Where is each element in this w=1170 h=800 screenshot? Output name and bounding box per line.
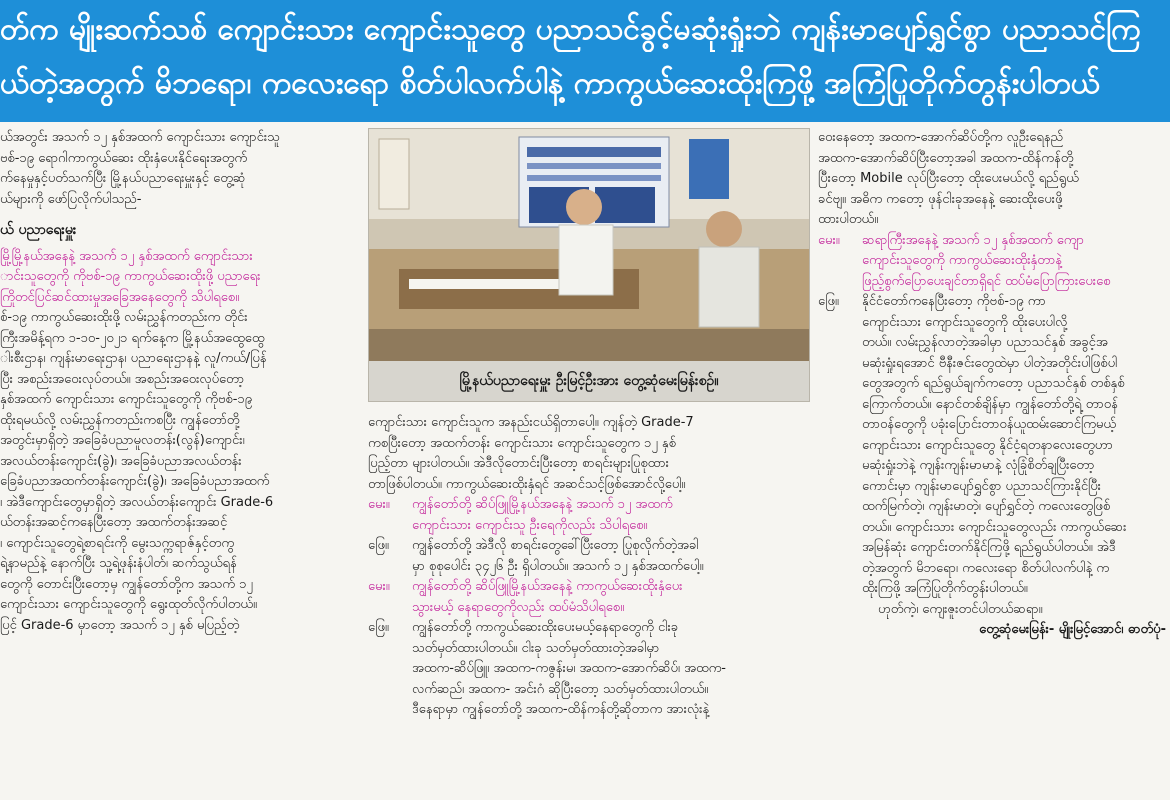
text-line: ယ်တန်းအဆင့်ကနေပြီးတော့ အထက်တန်းအဆင့် [0, 515, 228, 530]
text-line: ကျောင်းသား ကျောင်းသူတွေကို ရွေးထုတ်လိုက်ပါတယ်။ [0, 597, 257, 612]
headline-line-2: ယ်တဲ့အတွက် မိဘရော၊ ကလေးရော စိတ်ပါလက်ပါနဲ့ ကာကွယ်ဆေးထိုးကြဖို့ အကြံပြုတိုက်တွန်းပါတယ် [0, 66, 1100, 101]
line-text: ကျွန်တော်တို့ ဆိပ်ဖြူမြို့နယ်အနေနဲ့ အသက် ၁၂ အထက် [412, 497, 673, 512]
answer-line [818, 313, 1170, 334]
text-line: တာဖြစ်ပါတယ်။ ကာကွယ်ဆေးထိုးနှံရင် အဆင်သင့်ဖြစ်အောင်လို့ပေါ့။ [368, 476, 686, 492]
text-line: ါးစီးဌာန၊ ကျန်းမာရေးဌာန၊ ပညာရေးဌာနနဲ့ လူ/ကယ်/ပြန် [0, 351, 267, 366]
line-text: အမြန်ဆုံး ကျောင်းတက်နိုင်ကြဖို့ ရည်ရွယ်ပါတယ်။ အဲဒီ [862, 540, 1116, 555]
text-line: ဗစ်-၁၉ ရောဂါကာကွယ်ဆေး ထိုးနှံပေးနိုင်ရေးအတွက် [0, 150, 248, 166]
line-text: ကျွန်တော်တို့ အဲဒီလို စာရင်းတွေခေါ်ပြီးတော့ ပြုစုလိုက်တဲ့အခါ [412, 538, 699, 553]
answer-line [368, 557, 808, 578]
answer-line [368, 536, 808, 557]
column-3-intro [818, 128, 1170, 231]
line-text: ကျောင်းသူတွေကို ကာကွယ်ဆေးထိုးနှံတာနဲ့ [862, 253, 1062, 268]
text-line: ယ်အတွင်း အသက် ၁၂ နှစ်အထက် ကျောင်းသား ကျောင်းသူ [0, 130, 280, 145]
text-line: ၊ ကျောင်းသူတွေရဲ့စာရင်းကို မွေးသက္ကရာဇ်နှင့်တကွ [0, 535, 235, 551]
question-label: မေး။ [368, 497, 390, 512]
answer-line [368, 639, 808, 660]
text-line: ကြီးအမိန့်ရက ၁-၁၀-၂၀၂၁ ရက်နေ့က မြို့နယ်အထွေထွေ [0, 330, 265, 346]
question-line [368, 577, 808, 598]
line-text: လက်ဆည်၊ အထက- အင်းဂံ ဆိုပြီးတော့ သတ်မှတ်ထားပါတယ်။ [412, 681, 709, 697]
article-column-2 [368, 128, 808, 800]
text-line: အထက-အောက်ဆိပ်ပြီးတော့အခါ အထက-ထိန်ကန်တို့ [818, 150, 1074, 166]
line-text: တာဝန်တွေကို ပခုံးပြောင်းတာဝန်ယူထမ်းဆောင်ကြမယ့် [862, 417, 1116, 432]
text-line: ခြေခံပညာအထက်တန်းကျောင်း(ခွဲ)၊ အခြေခံပညာအထက် [0, 474, 270, 489]
answer-line [818, 579, 1170, 600]
line-text: တဲ့အတွက် မိဘရော၊ ကလေးရော စိတ်ပါလက်ပါနဲ့ က [862, 560, 1110, 576]
question-line [368, 495, 808, 516]
line-text: ကြောက်တယ်။ နောင်တစ်ချိန်မှာ ကျွန်တော်တို့ရဲ့ တာဝန် [862, 396, 1118, 412]
closing-line: ဟုတ်ကဲ့၊ ကျေးဇူးတင်ပါတယ်ဆရာ။ [878, 601, 1043, 617]
answer-label: ဖြေ။ [818, 294, 839, 309]
line-text: သွားမယ့် နေရာတွေကိုလည်း ထပ်မံသိပါရစေ။ [412, 599, 625, 615]
answer-line [818, 415, 1170, 436]
text-line: ထိုးရမယ်လို့ လမ်းညွှန်ကတည်းကစပြီး ကျွန်တော်တို့ [0, 412, 240, 428]
answer-line [368, 680, 808, 701]
photo-caption: မြို့နယ်ပညာရေးမှူး ဦးမြင့်ဦးအား တွေ့ဆုံမေးမြန်းစဉ်။ [368, 361, 810, 402]
column-3-question [818, 231, 1170, 293]
question-label: မေး။ [368, 579, 390, 594]
answer-line [818, 333, 1170, 354]
subheading: ယ် ပညာရေးမှူး [0, 222, 77, 238]
text-line: ကြိုတင်ပြင်ဆင်ထားမှုအခြေအနေတွေကို သိပါရစေ။ [0, 289, 240, 305]
line-text: သတ်မှတ်ထားပါတယ်။ ငါးခု သတ်မှတ်ထားတဲ့အခါမှာ [412, 640, 660, 656]
text-line: က်နေမှုနှင့်ပတ်သက်ပြီး မြို့နယ်ပညာရေးမှူးနှင့် တွေ့ဆုံ [0, 171, 246, 186]
line-text: မှာ စုစုပေါင်း ၃၄၂၆ ဦး ရှိပါတယ်။ အသက် ၁၂ နှစ်အထက်ပေါ့။ [412, 558, 704, 574]
byline: တွေ့ဆုံမေးမြန်း- မျိုးမြင့်အောင်၊ ဓာတ်ပုံ- [979, 622, 1166, 637]
answer-line [368, 700, 808, 721]
line-text: ဒီနေရာမှာ ကျွန်တော်တို့ အထက-ထိန်ကန်တို့ဆိုတာက အားလုံးနဲ့ [412, 702, 710, 717]
line-text: အထက-ဆိပ်ဖြူ၊ အထက-ကဇွန်းမ၊ အထက-အောက်ဆိပ်၊ အထက- [412, 661, 726, 676]
text-line: နှစ်အထက် ကျောင်းသား ကျောင်းသူတွေကို ကိုဗစ်-၁၉ [0, 392, 253, 407]
question-line [368, 598, 808, 619]
text-line: တွေကို တောင်းပြီးတော့မှ ကျွန်တော်တို့က အသက် ၁၂ [0, 576, 253, 592]
text-line: ကျောင်းသား ကျောင်းသူက အနည်းငယ်ရှိတာပေါ့။ ကျန်တဲ့ Grade-7 [368, 415, 694, 430]
text-line: ဝေးနေတော့ အထက-အောက်ဆိပ်တို့က လူဦးရေနည် [818, 130, 1064, 145]
line-text: ဆရာကြီးအနေနဲ့ အသက် ၁၂ နှစ်အထက် ကျော [862, 232, 1084, 248]
line-text: ဖြည့်စွက်ပြောပေးချင်တာရှိရင် ထပ်မံပြောကြားပေးစေ [862, 273, 1111, 289]
answer-line [818, 436, 1170, 457]
question-label: မေး။ [818, 232, 840, 248]
answer-label: ဖြေ။ [368, 538, 389, 553]
line-text: ထက်မြက်တဲ့၊ ကျန်းမာတဲ့၊ ပျော်ရွှင်တဲ့ ကလေးတွေဖြစ် [862, 499, 1111, 514]
text-line: အတွင်းမှာရှိတဲ့ အခြေခံပညာမူလတန်း(လွန်)ကျောင်း၊ [0, 433, 245, 448]
answer-line [818, 374, 1170, 395]
article-column-3 [818, 128, 1170, 800]
text-line: ၊ အဲဒီကျောင်းတွေမှာရှိတဲ့ အလယ်တန်းကျောင်း Grade-6 [0, 494, 274, 510]
column-2-text [368, 413, 808, 721]
answer-line [818, 559, 1170, 580]
line-text: ကျောင်းသား ကျောင်းသူတွေ နိုင်ငံ့ရတနာလေးတွေဟာ [862, 437, 1113, 453]
line-text: ထိုးကြဖို့ အကြံပြုတိုက်တွန်းပါတယ်။ [862, 581, 1028, 596]
answer-line [818, 538, 1170, 559]
answer-label: ဖြေ။ [368, 620, 389, 635]
column-3-answer [818, 292, 1170, 600]
question-line [368, 516, 808, 537]
text-line: ာင်းသူတွေကို ကိုဗစ်-၁၉ ကာကွယ်ဆေးထိုးဖို့ ပညာရေး [0, 269, 261, 284]
line-text: တွေအတွက် ရည်ရွယ်ချက်ကတော့ ပညာသင်နှစ် တစ်နှစ် [862, 376, 1125, 391]
line-text: ကျွန်တော်တို့ ကာကွယ်ဆေးထိုးပေးမယ့်နေရာတွေကို ငါးခု [412, 620, 679, 635]
text-line: ခင်ဗျ။ အဓိက ကတော့ ဖုန်ငါးခုအနေနဲ့ ဆေးထိုးပေးဖို့ [818, 191, 1063, 207]
text-line: ပြင့် Grade-6 မှာတော့ အသက် ၁၂ နှစ် မပြည့်တဲ့ [0, 617, 240, 633]
column-1-question [0, 247, 352, 309]
answer-line [818, 395, 1170, 416]
headline-line-1: တ်က မျိုးဆက်သစ် ကျောင်းသား ကျောင်းသူတွေ ပညာသင်ခွင့်မဆုံးရှုံးဘဲ ကျန်းမာပျော်ရွှင်စွာ ပညာသင်ကြ [0, 12, 1141, 47]
line-text: တယ်။ လမ်းညွှန်လာတဲ့အခါမှာ ပညာသင်နှစ် အခွင့်အ [862, 335, 1108, 350]
line-text: နိုင်ငံတော်ကနေပြီးတော့ ကိုဗစ်-၁၉ ကာ [862, 294, 1046, 309]
line-text: ကျောင်းသား ကျောင်းသူ ဦးရေကိုလည်း သိပါရစေ။ [412, 517, 648, 533]
question-line [818, 272, 1170, 293]
text-line: စ်-၁၉ ကာကွယ်ဆေးထိုးဖို့ လမ်းညွှန်ကတည်းက တိုင်း [0, 310, 248, 325]
line-text: ကျောင်းသား ကျောင်းသူတွေကို ထိုးပေးပါလို့ [862, 314, 1068, 330]
text-line: ပြည့်တာ များပါတယ်။ အဲဒီလိုတောင်းပြီးတော့ စာရင်းများပြုစုထား [368, 456, 669, 471]
answer-line [818, 292, 1170, 313]
answer-line [818, 518, 1170, 539]
answer-line [818, 477, 1170, 498]
text-line: ပြီးတော့ Mobile လုပ်ပြီးတော့ ထိုးပေးမယ်လို့ ရည်ရွယ် [818, 171, 1079, 186]
line-text: မဆုံးရှုံးရအောင် ဗီနီးဇင်းတွေထဲမှာ ပါတဲ့အတိုင်းပါဖြစ်ပါ [862, 355, 1118, 371]
answer-line [818, 497, 1170, 518]
headline-banner [0, 0, 1170, 122]
answer-line [818, 354, 1170, 375]
answer-line [818, 456, 1170, 477]
answer-line [368, 659, 808, 680]
text-line: ကစပြီးတော့ အထက်တန်း ကျောင်းသား ကျောင်းသူတွေက ၁၂ နှစ် [368, 435, 676, 451]
line-text: တယ်။ ကျောင်းသား ကျောင်းသူတွေလည်း ကာကွယ်ဆေး [862, 519, 1127, 535]
text-line: အလယ်တန်းကျောင်း(ခွဲ)၊ အခြေခံပညာအလယ်တန်း [0, 453, 242, 469]
text-line: ထားပါတယ်။ [818, 212, 879, 227]
text-line: ယ်များကို ဖော်ပြလိုက်ပါသည်- [0, 191, 142, 207]
line-text: ကျွန်တော်တို့ ဆိပ်ဖြူမြို့နယ်အနေနဲ့ ကာကွယ်ဆေးထိုးနှံပေး [412, 579, 683, 594]
line-text: မဆုံးရှုံးဘဲနဲ့ ကျန်းကျန်းမာမာနဲ့ လုံခြုံစိတ်ချပြီးတော့ [862, 458, 1095, 473]
question-line [818, 231, 1170, 252]
text-line: ပြီး အစည်းအဝေးလုပ်တယ်။ အစည်းအဝေးလုပ်တော့ [0, 371, 245, 387]
question-line [818, 251, 1170, 272]
line-text: ကောင်းမှာ ကျန်းမာပျော်ရွှင်စွာ ပညာသင်ကြားနိုင်ပြီး [862, 478, 1101, 494]
column-1-answer [0, 308, 352, 636]
column-1-intro [0, 128, 352, 210]
article-column-1 [0, 128, 352, 800]
answer-line [368, 618, 808, 639]
text-line: မြို့မြို့နယ်အနေနဲ့ အသက် ၁၂ နှစ်အထက် ကျောင်းသား [0, 248, 253, 264]
text-line: ရဲ့နာမည်နဲ့ နောက်ပြီး သူ့ရဲ့ဖုန်းနံပါတ်၊ ဆက်သွယ်ရန် [0, 556, 237, 571]
